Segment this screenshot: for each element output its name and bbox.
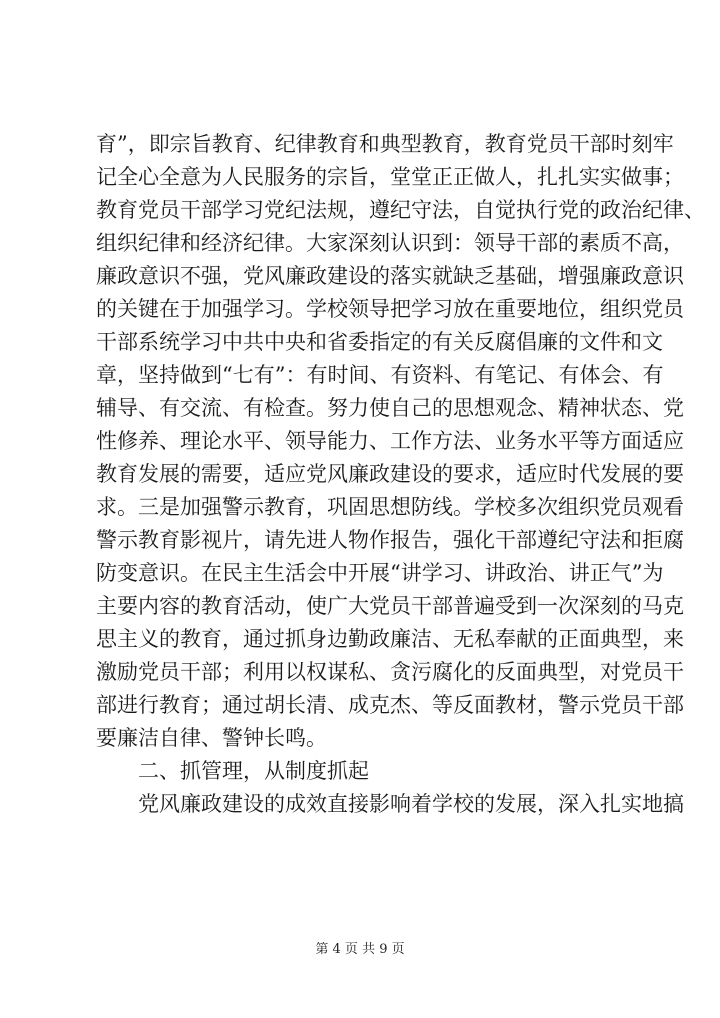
text-line: 记全心全意为人民服务的宗旨，堂堂正正做人，扎扎实实做事； (96, 165, 684, 189)
text-line: 思主义的教育，通过抓身边勤政廉洁、无私奉献的正面典型，来 (96, 627, 684, 651)
section-heading: 二、抓管理，从制度抓起 (138, 759, 369, 783)
text-line: 党风廉政建设的成效直接影响着学校的发展，深入扎实地搞 (138, 792, 684, 816)
text-line: 主要内容的教育活动，使广大党员干部普遍受到一次深刻的马克 (96, 594, 684, 618)
text-line: 部进行教育；通过胡长清、成克杰、等反面教材，警示党员干部 (96, 693, 684, 717)
text-line: 组织纪律和经济纪律。大家深刻认识到：领导干部的素质不高， (96, 231, 684, 255)
text-line: 的关键在于加强学习。学校领导把学习放在重要地位，组织党员 (96, 297, 684, 321)
text-line: 教育发展的需要，适应党风廉政建设的要求，适应时代发展的要 (96, 462, 684, 486)
text-line: 警示教育影视片，请先进人物作报告，强化干部遵纪守法和拒腐 (96, 528, 684, 552)
text-line: 防变意识。在民主生活会中开展“讲学习、讲政治、讲正气”为 (96, 561, 664, 585)
text-line: 育”，即宗旨教育、纪律教育和典型教育，教育党员干部时刻牢 (96, 132, 674, 156)
text-line: 要廉洁自律、警钟长鸣。 (96, 726, 327, 750)
body-text (96, 128, 705, 821)
text-line: 章，坚持做到“七有”：有时间、有资料、有笔记、有体会、有 (96, 363, 664, 387)
text-line: 廉政意识不强，党风廉政建设的落实就缺乏基础，增强廉政意识 (96, 264, 684, 288)
text-line: 干部系统学习中共中央和省委指定的有关反腐倡廉的文件和文 (96, 330, 663, 354)
page-indicator: 第 4 页 共 9 页 (315, 942, 405, 957)
text-line: 教育党员干部学习党纪法规，遵纪守法，自觉执行党的政治纪律、 (96, 198, 705, 222)
text-line: 求。三是加强警示教育，巩固思想防线。学校多次组织党员观看 (96, 495, 684, 519)
text-line: 辅导、有交流、有检查。努力使自己的思想观念、精神状态、党 (96, 396, 684, 420)
text-line: 性修养、理论水平、领导能力、工作方法、业务水平等方面适应 (96, 429, 684, 453)
text-line: 激励党员干部；利用以权谋私、贪污腐化的反面典型，对党员干 (96, 660, 684, 684)
